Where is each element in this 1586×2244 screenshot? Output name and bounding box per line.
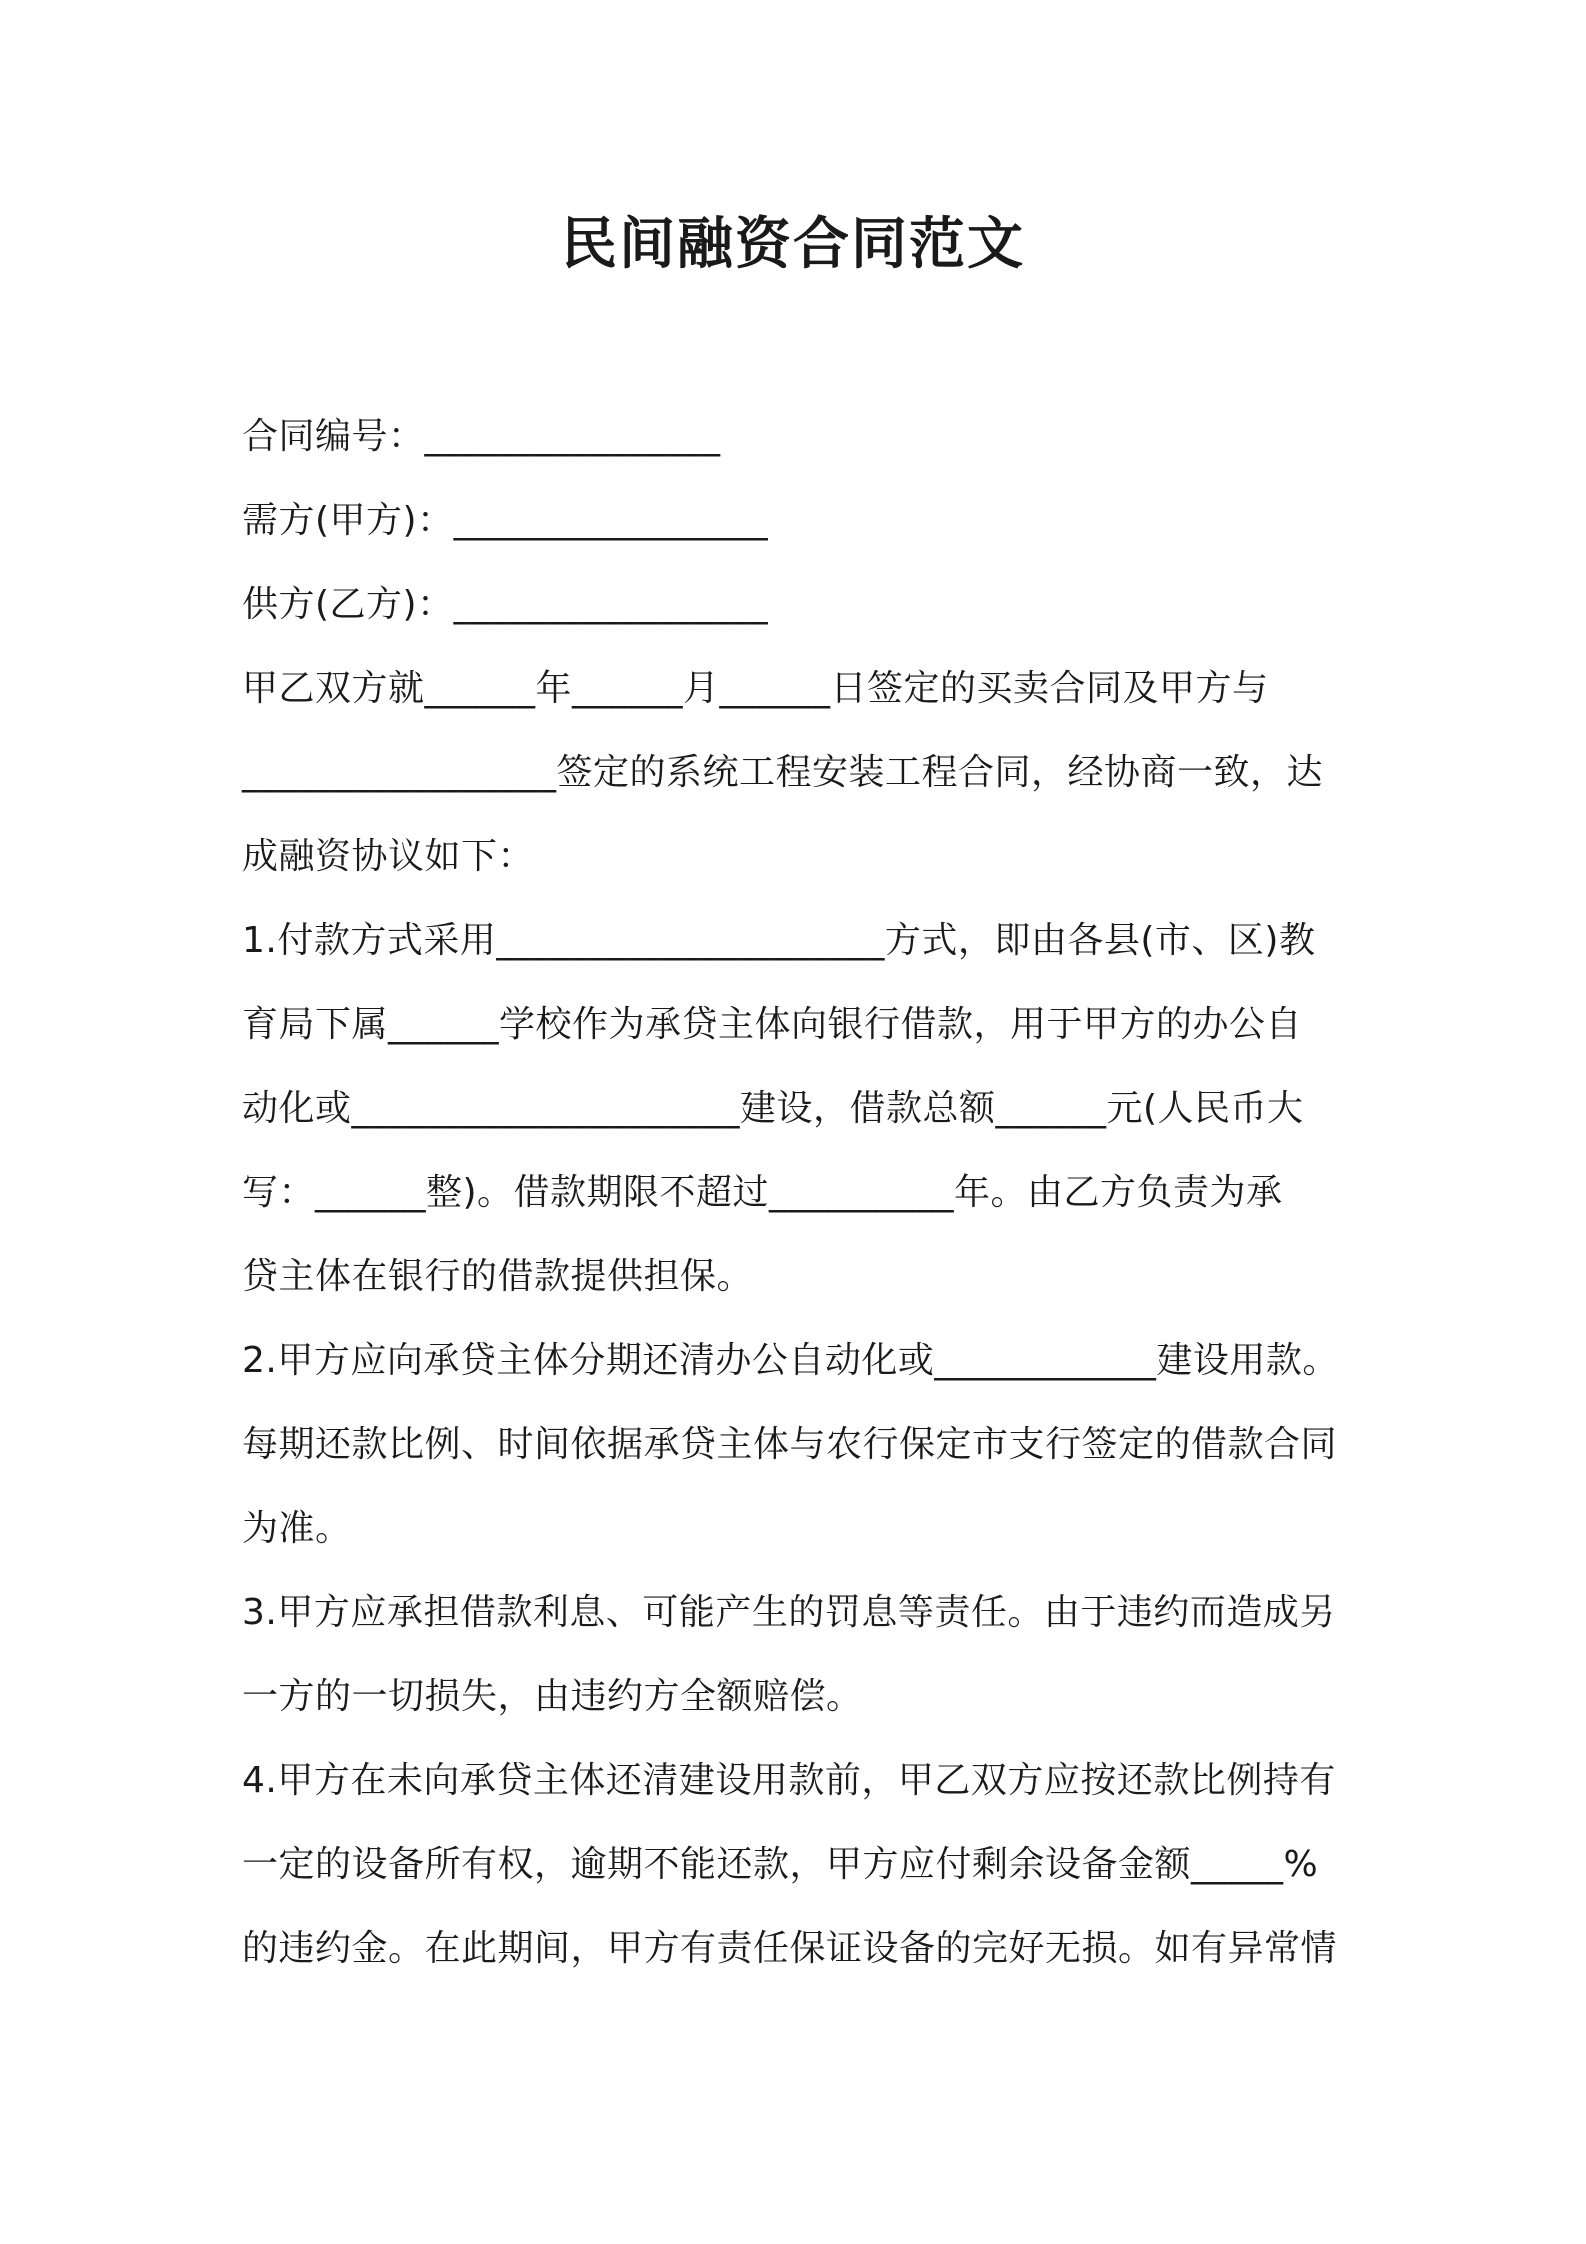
party-b-line: 供方(乙方)：_________________ [242,584,769,625]
clause-1-line: 写：______整)。借款期限不超过__________年。由乙方负责为承 [242,1172,1283,1213]
clause-2-line: 2.甲方应向承贷主体分期还清办公自动化或____________建设用款。 [242,1340,1339,1381]
party-a-line: 需方(甲方)：_________________ [242,500,769,541]
document-title: 民间融资合同范文 [561,212,1025,277]
clause-2-line: 为准。 [242,1508,352,1549]
clause-1-line: 动化或_____________________建设，借款总额______元(人民币大 [242,1088,1304,1129]
paragraph-line: _________________签定的系统工程安装工程合同，经协商一致，达 [242,752,1324,793]
clause-1-line: 贷主体在银行的借款提供担保。 [242,1256,754,1297]
clause-4-line: 一定的设备所有权，逾期不能还款，甲方应付剩余设备金额_____% [242,1844,1319,1885]
clause-4-line: 4.甲方在未向承贷主体还清建设用款前，甲乙双方应按还款比例持有 [242,1760,1336,1801]
clause-3-line: 一方的一切损失，由违约方全额赔偿。 [242,1676,863,1717]
clause-1-line: 1.付款方式采用_____________________方式，即由各县(市、区)教 [242,920,1316,961]
contract-number-line: 合同编号：________________ [242,416,721,457]
paragraph-line: 成融资协议如下： [242,836,535,877]
clause-1-line: 育局下属______学校作为承贷主体向银行借款，用于甲方的办公自 [242,1004,1303,1045]
clause-3-line: 3.甲方应承担借款利息、可能产生的罚息等责任。由于违约而造成另 [242,1592,1336,1633]
clause-2-line: 每期还款比例、时间依据承贷主体与农行保定市支行签定的借款合同 [242,1424,1338,1465]
document-body [242,395,1362,1991]
paragraph-line: 甲乙双方就______年______月______日签定的买卖合同及甲方与 [242,668,1269,709]
clause-4-line: 的违约金。在此期间，甲方有责任保证设备的完好无损。如有异常情 [242,1928,1338,1969]
